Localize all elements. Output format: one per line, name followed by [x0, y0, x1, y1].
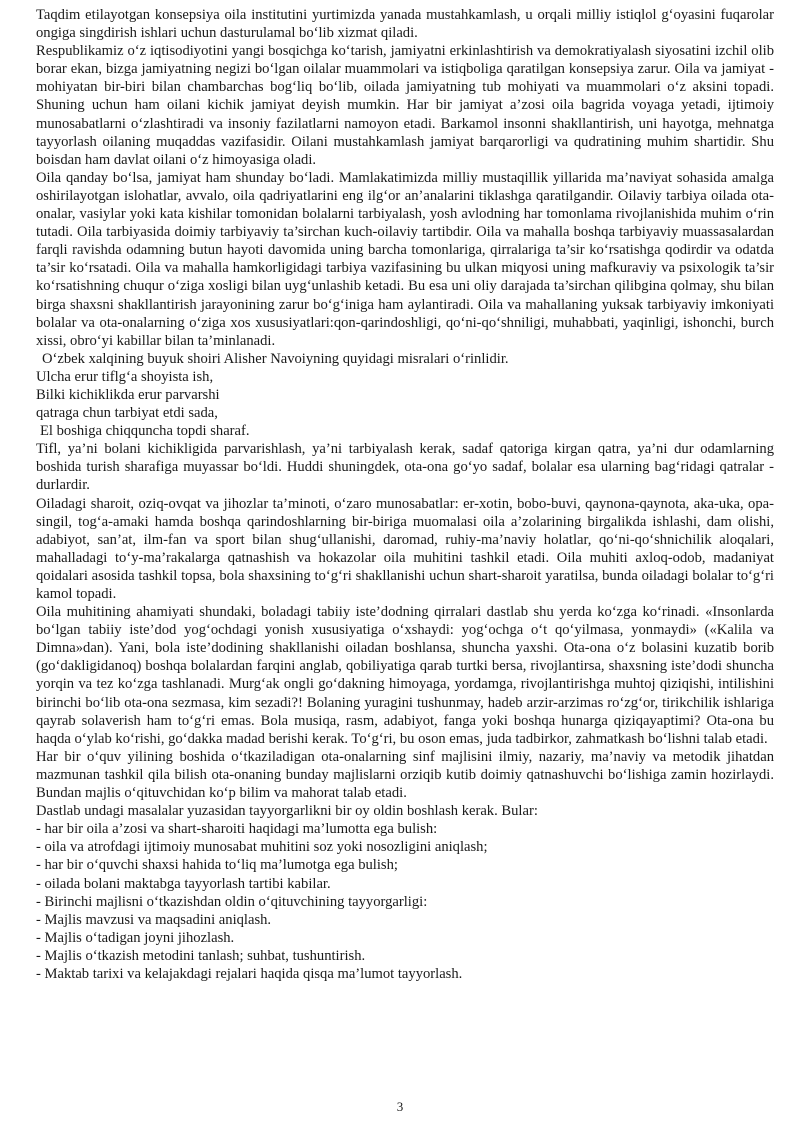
paragraph-family-society: Oila qanday bo‘lsa, jamiyat ham shunday bo‘ladi. Mamlakatimizda milliy mustaqillik yillarida ma’naviyat sohasida amalga oshirilayotgan islohatlar, avvalo, oila qadriyatlarini eng ilg‘or an’analarini tiklashga qaratilgandir. Oilaviy tarbiya oilada ota-onalar, vasiylar yoki kata kishilar tomonidan bolalarni tarbiyalash, yosh avlodning har tomonlama rivojlanishida muhim o‘rin tutadi. Oila tarbiyasida doimiy tarbiyaviy ta’sirchan kuch-oilaviy tartibdir. Oila va mahalla boshqa tarbiyaviy muassasalardan farqli ravishda odamning butun hayoti davomida uning barcha tomonlariga, qirralariga ta’sir ko‘rsatishga qodirdir va odatda ta’sir ko‘rsatadi. Oila va mahalla hamkorligidagi tarbiya vazifasining bu ulkan miqyosi uning mafkuraviy va psixologik ta’sir ko‘rsatishning chuqur o‘ziga xosligi bilan uyg‘unlashib ketadi. Bu esa uni oliy darajada ta’sirchan qilibgina qolmay, shu bilan birga shaxsni shakllantirish jarayonining zarur bo‘g‘iniga ham aylantiradi. Oila va mahallaning yuksak tarbiyaviy imkoniyati bolalar va ota-onalarning o‘ziga xos xususiyatlari:qon-qarindoshligi, qo‘ni-qo‘shniligi, muhabbati, yaqinligi, ishonchi, burch xissi, obro‘yi kabillar bilan ta’minlanadi. — [36, 169, 774, 349]
paragraph-preparation: Dastlab undagi masalalar yuzasidan tayyorgarlikni bir oy oldin boshlash kerak. Bular: — [36, 803, 538, 820]
list-item: - har bir o‘quvchi shaxsi hahida to‘liq ma’lumotga ega bulish; — [36, 857, 398, 874]
paragraph-parent-meeting: Har bir o‘quv yilining boshida o‘tkaziladigan ota-onalarning sinf majlisini ilmiy, nazariy, ma’naviy va metodik jihatdan mazmunan tashkil qila bilish ota-onaning bunday majlislarni orziqib kutib doimiy qatnashuvchi bo‘lishiga zamin hozirlaydi. Bundan majlis o‘qituvchidan ko‘p bilim va mahorat talab etadi. — [36, 748, 774, 802]
list-item: - oila va atrofdagi ijtimoiy munosabat muhitini soz yoki nosozligini aniqlash; — [36, 839, 488, 856]
poem-line: Ulcha erur tiflg‘a shoyista ish, — [36, 368, 214, 385]
paragraph-tifl: Tifl, ya’ni bolani kichikligida parvarishlash, ya’ni tarbiyalash kerak, sadaf qatoriga kirgan qatra, ya’ni dur odamlarning boshida turish sharafiga muyassar bo‘ldi. Huddi shuningdek, ota-ona go‘yo sadaf, bolalar esa ularning bag‘ridagi qatralar - durlardir. — [36, 441, 774, 494]
list-item: - Maktab tarixi va kelajakdagi rejalari haqida qisqa ma’lumot tayyorlash. — [36, 965, 463, 982]
page-number: 3 — [396, 1099, 404, 1114]
paragraph-family-environment: Oiladagi sharoit, oziq-ovqat va jihozlar ta’minoti, o‘zaro munosabatlar: er-xotin, bobo-buvi, qaynona-qaynota, aka-uka, opa-singil, tog‘a-amaki hamda boshqa qarindoshlarning bir-biriga muomalasi oila a’zolarining birgalikda ishlashi, dam olishi, adabiyot, san’at, ilm-fan va sport bilan shug‘ullanishi, daromad, ruhiy-ma’naviy holatlar, qo‘ni-qo‘shnichilik aloqalari, mahalladagi to‘y-ma’rakalarga qatnashish va hokazolar oila muhitini tashkil etadi. Oila muhiti axloq-odob, madaniyat qoidalari asosida tashkil topsa, bola shaxsining to‘g‘ri shakllanishi uchun shart-sharoit yaratilsa, bunda oiladagi bolalar to‘g‘ri kamol topadi. — [36, 495, 774, 602]
list-item: - oilada bolani maktabga tayyorlash tartibi kabilar. — [36, 875, 331, 892]
list-item: - Majlis mavzusi va maqsadini aniqlash. — [36, 911, 272, 928]
poem-line: qatraga chun tarbiyat etdi sada, — [36, 405, 218, 422]
list-item: - Majlis o‘tkazish metodini tanlash; suhbat, tushuntirish. — [36, 947, 366, 964]
poem-line: El boshiga chiqquncha topdi sharaf. — [40, 423, 250, 440]
list-item: - Majlis o‘tadigan joyni jihozlash. — [36, 929, 235, 946]
paragraph-concept-intro: Taqdim etilayotgan konsepsiya oila institutini yurtimizda yanada mustahkamlash, u orqali milliy istiqlol g‘oyasini fuqarolar ongiga singdirish ishlari uchun dasturulamal bo‘lib xizmat qiladi. — [36, 7, 774, 42]
paragraph-talent: Oila muhitining ahamiyati shundaki, boladagi tabiiy iste’dodning qirralari dastlab shu yerda ko‘zga ko‘rinadi. «Insonlarda bo‘lgan tabiiy iste’dod yog‘ochdagi yonish xususiyatiga o‘xshaydi: yog‘ochga o‘t qo‘yilmasa, yonmaydi» («Kalila va Dimna»dan). Yani, bola iste’dodining shakllanishi oiladan boshlansa, shuncha yaxshi. Ota-ona o‘z bolasini kuzatib borib (go‘dakligidanoq) boshqa bolalardan farqini anglab, qobiliyatiga qarab turtki bersa, rivojlantirsa, shaxsning iste’dodi shuncha yorqin va tez ko‘zga tashlanadi. Murg‘ak ongli go‘dakning himoyaga, yordamga, rivojlantirishga muhtoj qiziqishi, intilishini birinchi bo‘lib ota-ona sezmasa, kim sezadi?! Bolaning yuragini tushunmay, hadeb arzir-arzimas ro‘zg‘or, tirikchilik ishlariga qayrab solaverish ham to‘g‘ri emas. Bola musiqa, rasm, adabiyot, fanga yoki boshqa hunarga qiziqayaptimi? Ota-ona bu haqda o‘ylab ko‘rishi, go‘dakka madad berishi kerak. To‘g‘ri, bu oson emas, juda tadbirkor, zahmatkash bo‘lishni talab etadi. — [36, 604, 774, 747]
paragraph-republic-family: Respublikamiz o‘z iqtisodiyotini yangi bosqichga ko‘tarish, jamiyatni erkinlashtirish va demokratiyalash siyosatini izchil olib borar ekan, bizga jamiyatning negizi bo‘lgan oilalar muammolari va istiqboliga qaratilgan konsepsiya zarur. Oila va jamiyat - mohiyatan bir-biri bilan chambarchas bog‘liq bo‘lib, oilada jamiyatning tub mohiyati va muammolari o‘z aksini topadi. Shuning uchun ham oilani kichik jamiyat deyish mumkin. Har bir jamiyat a’zosi oila bagrida voyaga yetadi, ijtimoiy munosabatlarni o‘zlashtiradi va insoniy fazilatlarni namoyon etadi. Barkamol insonni shakllantirish, uni hayotga, mehnatga tayyorlash oilaning muqaddas vazifasidir. Oilani mustahkamlash jamiyat barqarorligi va qudratining muhim shartidir. Shu boisdan ham davlat oilani o‘z himoyasiga oladi. — [36, 43, 774, 168]
poem-line: Bilki kichiklikda erur parvarshi — [36, 386, 220, 403]
list-item: - har bir oila a’zosi va shart-sharoiti haqidagi ma’lumotta ega bulish: — [36, 821, 438, 838]
list-item: - Birinchi majlisni o‘tkazishdan oldin o‘qituvchining tayyorgarligi: — [36, 893, 428, 910]
paragraph-navoi-intro: O‘zbek xalqining buyuk shoiri Alisher Navoiyning quyidagi misralari o‘rinlidir. — [42, 350, 509, 367]
